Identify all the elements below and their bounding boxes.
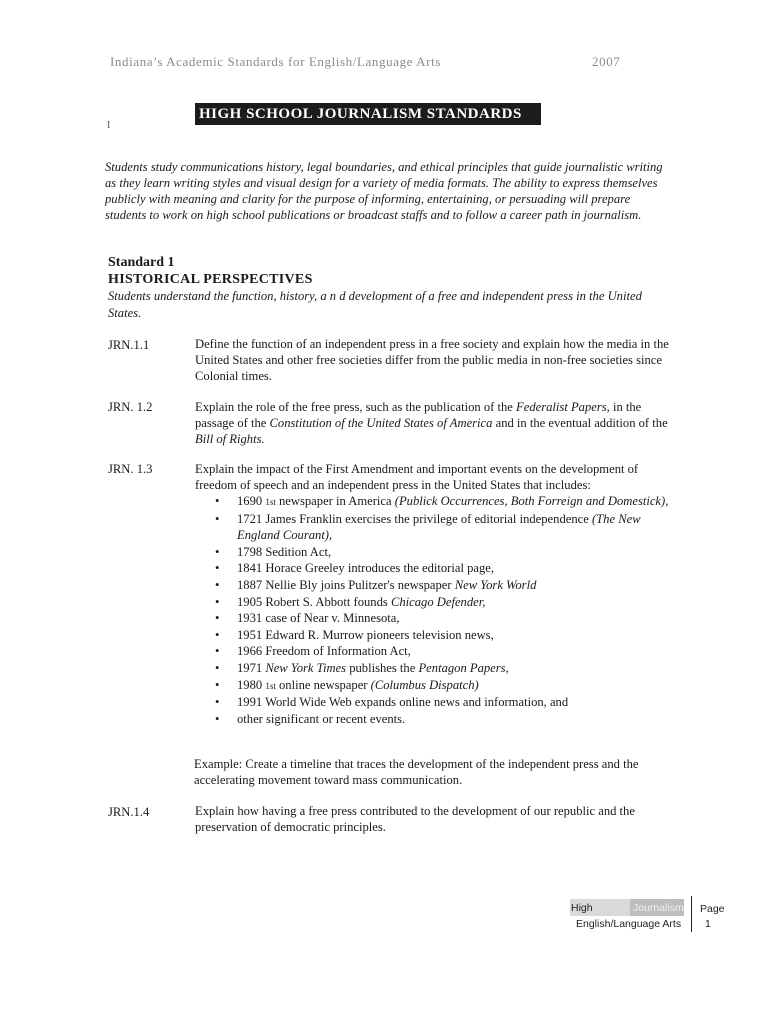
header-title: Indiana’s Academic Standards for English/Language Arts [110,54,441,69]
footer-high: High [571,902,593,914]
list-item: • 1690 1st newspaper in America (Publick Occurrences, Both Forreign and Domestick), [215,493,675,511]
page-title: HIGH SCHOOL JOURNALISM STANDARDS [195,103,541,125]
jrn-1-3-code: JRN. 1.3 [108,462,153,476]
jrn-1-1-code: JRN.1.1 [108,338,150,352]
footer-journalism: Journalism [633,902,684,914]
events-list [215,493,675,727]
jrn-1-3-text: Explain the impact of the First Amendment and important events on the development of freedom of speech and an independent press in the United States that includes: [195,462,639,492]
list-item: • 1966 Freedom of Information Act, [215,643,675,660]
footer-page-number: 1 [705,918,711,930]
list-item: • 1721 James Franklin exercises the privilege of editorial independence (The New England Courant), [215,511,675,544]
standard-number: Standard 1 [108,255,175,270]
intro-paragraph: Students study communications history, legal boundaries, and ethical principles that guide journalistic writing as they learn writing styles and visual design for a variety of media formats. The ability to express themselves publicly with meaning and clarity for the purpose of informing, entertaining, or persuading will prepare students to work on high school publications or broadcast staffs and to follow a career path in journalism. [105,160,663,222]
standard-title: HISTORICAL PERSPECTIVES [108,272,313,287]
standard-description: Students understand the function, history, a n d development of a free and independent press in the United States. [108,289,642,320]
jrn-1-2-code: JRN. 1.2 [108,400,153,414]
jrn-1-2-text: Explain the role of the free press, such as the publication of the Federalist Papers, in the passage of the Constitution of the United States of America and in the eventual addition of the Bill of Rights. [195,400,668,446]
list-item: • other significant or recent events. [215,711,675,728]
jrn-1-1-text: Define the function of an independent press in a free society and explain how the media in the United States and other free societies differ from the public media in non-free societies since Colonial times. [195,337,669,383]
list-item: • 1991 World Wide Web expands online news and information, and [215,694,675,711]
list-item: • 1980 1st online newspaper (Columbus Dispatch) [215,677,675,695]
header-year: 2007 [592,54,621,69]
footer-divider [691,896,692,932]
margin-mark: I [107,120,111,131]
list-item: • 1951 Edward R. Murrow pioneers television news, [215,627,675,644]
list-item: • 1887 Nellie Bly joins Pulitzer's newspaper New York World [215,577,675,594]
list-item: • 1931 case of Near v. Minnesota, [215,610,675,627]
jrn-1-4-code: JRN.1.4 [108,805,150,819]
list-item: • 1905 Robert S. Abbott founds Chicago Defender, [215,594,675,611]
footer-page-label: Page [700,903,725,915]
footer-ela: English/Language Arts [576,918,682,930]
list-item: • 1841 Horace Greeley introduces the editorial page, [215,560,675,577]
example-text: Example: Create a timeline that traces the development of the independent press and the accelerating movement toward mass communication. [194,757,639,787]
list-item: • 1798 Sedition Act, [215,544,675,561]
jrn-1-4-text: Explain how having a free press contributed to the development of our republic and the preservation of democratic principles. [195,804,635,834]
list-item: • 1971 New York Times publishes the Pentagon Papers, [215,660,675,677]
